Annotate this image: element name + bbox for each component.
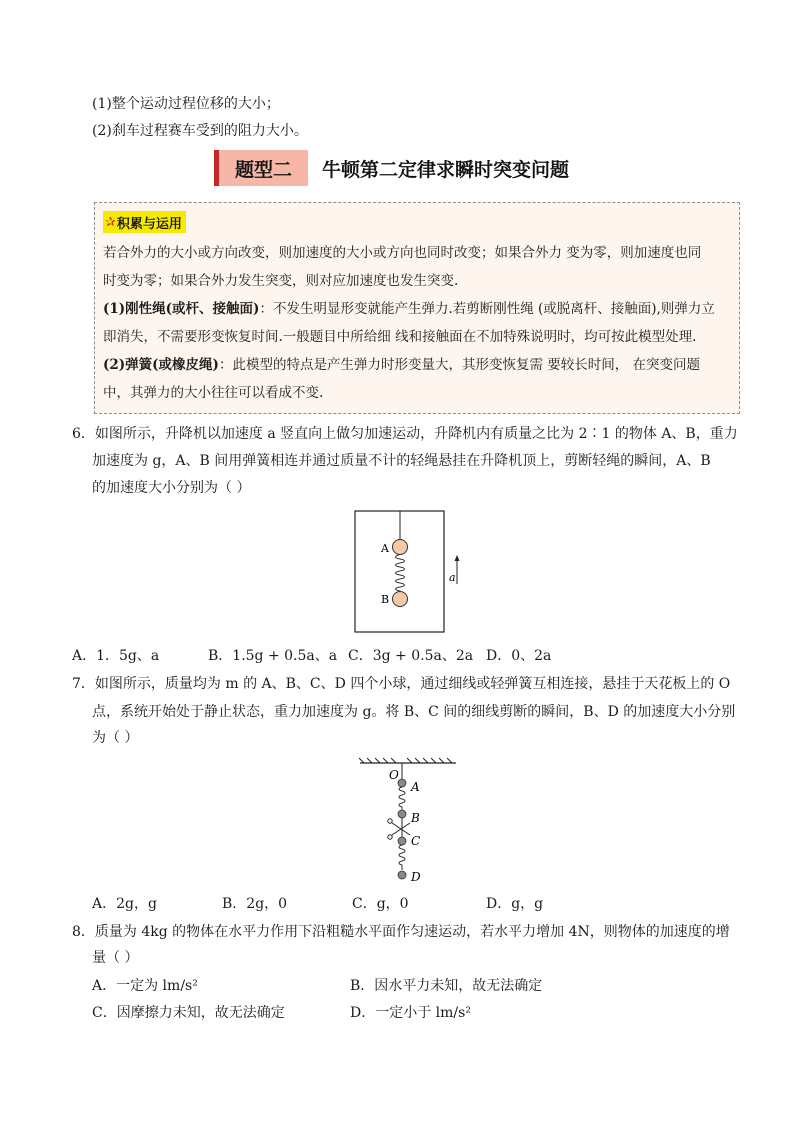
tip-para1-line2: 时变为零；如果合外力发生突变，则对应加速度也发生突变.	[103, 273, 459, 289]
tip-box	[94, 202, 740, 414]
q7-fig-label-C: C	[411, 834, 421, 848]
tip-item2-text: ：此模型的特点是产生弹力时形变量大，其形变恢复需 要较长时间， 在突变问题	[218, 357, 701, 373]
q7-option-d: D．g，g	[486, 896, 544, 912]
q6-option-a: A．1．5g、a	[72, 648, 160, 664]
section-banner	[214, 150, 569, 186]
tip-item2-line1	[103, 355, 700, 375]
q6-option-c: C．3g + 0.5a、2a	[348, 648, 474, 664]
q8-option-c: C．因摩擦力未知，故无法确定	[92, 1005, 285, 1021]
star-icon: ✰	[105, 214, 116, 230]
tip-item1-text: ：不发生明显形变就能产生弹力.若剪断刚性绳 (或脱离杆、接触面),则弹力立	[259, 301, 715, 317]
tip-heading	[103, 211, 186, 233]
prev-item-1: (1)整个运动过程位移的大小；	[92, 96, 280, 112]
q7-stem-line1: 7．如图所示，质量均为 m 的 A、B、C、D 四个小球，通过细线或轻弹簧互相连接，悬挂于天花板上的 O	[72, 676, 731, 692]
q6-fig-label-B: B	[381, 593, 390, 606]
q6-stem-line1: 6．如图所示，升降机以加速度 a 竖直向上做匀加速运动，升降机内有质量之比为 2∶1 的物体 A、B，重力	[72, 426, 738, 442]
q8-option-d: D．一定小于 lm/s²	[350, 1005, 471, 1021]
q7-fig-label-O: O	[389, 768, 399, 782]
q7-option-a: A．2g，g	[92, 896, 157, 912]
tip-item1-line1	[103, 299, 715, 319]
tip-item1-title: (1)刚性绳(或杆、接触面)	[103, 301, 260, 317]
tip-item2-title: (2)弹簧(或橡皮绳)	[103, 357, 219, 373]
tip-para1-line1: 若合外力的大小或方向改变，则加速度的大小或方向也同时改变；如果合外力 变为零，则加速度也同	[103, 245, 702, 261]
q7-stem-line3: 为（ ）	[92, 730, 139, 746]
section-title: 牛顿第二定律求瞬时突变问题	[322, 158, 570, 181]
q7-fig-label-A: A	[411, 780, 420, 794]
tip-item2-line2: 中，其弹力的大小往往可以看成不变.	[103, 385, 324, 401]
q6-fig-label-A: A	[381, 542, 389, 555]
q6-accel-arrow	[448, 554, 462, 588]
q8-stem-line2: 量（ ）	[92, 950, 139, 966]
q6-fig-label-a: a	[449, 571, 456, 584]
q6-stem-line3: 的加速度大小分别为（ ）	[92, 480, 251, 496]
q6-option-d: D．0、2a	[486, 648, 552, 664]
q7-fig-label-D: D	[411, 870, 421, 884]
q6-option-b: B．1.5g + 0.5a、a	[208, 648, 338, 664]
tip-item1-line2: 即消失，不需要形变恢复时间.一般题目中所给细 线和接触面在不加特殊说明时，均可按此模型处理.	[103, 329, 697, 345]
q6-elevator-figure	[354, 510, 446, 634]
q7-option-b: B．2g，0	[222, 896, 288, 912]
q6-stem-line2: 加速度为 g，A、B 间用弹簧相连并通过质量不计的轻绳悬挂在升降机顶上，剪断轻绳的瞬间，A、B	[92, 453, 711, 469]
q8-stem-line1: 8．质量为 4kg 的物体在水平力作用下沿粗糙水平面作匀速运动，若水平力增加 4N，则物体的加速度的增	[72, 924, 730, 940]
tip-heading-text: 积累与运用	[116, 216, 182, 232]
q8-option-a: A．一定为 lm/s²	[92, 978, 198, 994]
prev-item-2: (2)刹车过程赛车受到的阻力大小。	[92, 123, 308, 139]
q7-stem-line2: 点，系统开始处于静止状态，重力加速度为 g。将 B、C 间的细线剪断的瞬间，B、D 的加速度大小分别	[92, 704, 736, 720]
q7-fig-label-B: B	[411, 811, 420, 825]
q7-balls-figure	[356, 757, 458, 887]
q8-option-b: B．因水平力未知，故无法确定	[350, 978, 543, 994]
section-tag: 题型二	[219, 150, 308, 186]
q7-option-c: C．g，0	[352, 896, 409, 912]
